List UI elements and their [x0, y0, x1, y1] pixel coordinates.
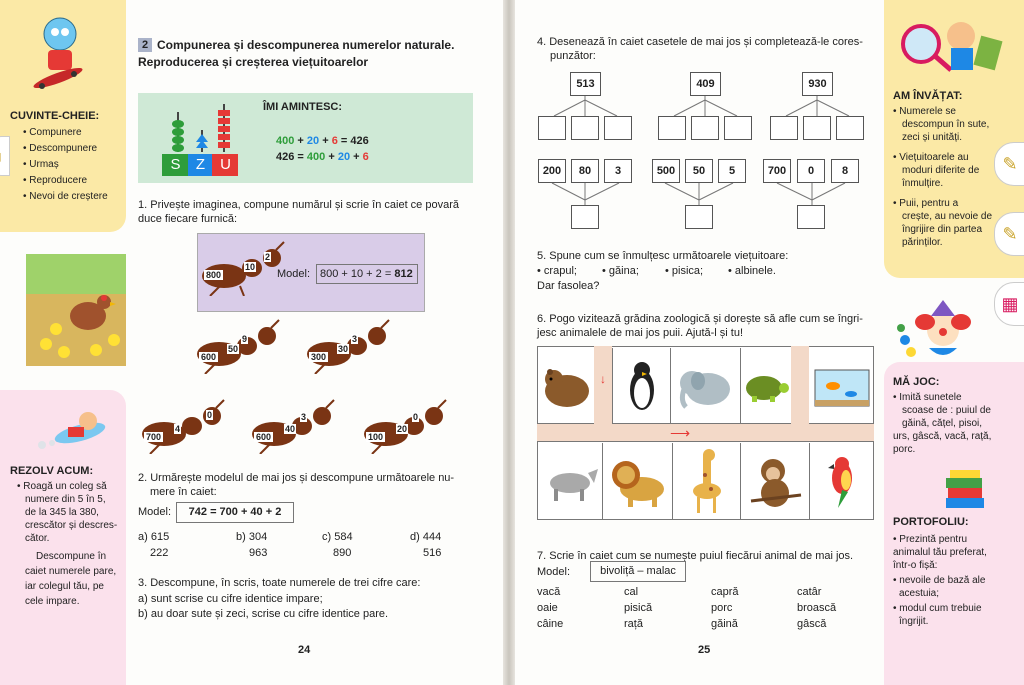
ant-load-label: 0 [207, 410, 213, 420]
word-cell: cal [624, 586, 639, 598]
solve-line: de la 345 la 380, [25, 507, 99, 518]
word-cell: gâscă [797, 618, 827, 630]
magnifier-character-icon [895, 10, 1005, 80]
zoo-path-vertical [791, 346, 809, 424]
page-number: 25 [698, 644, 711, 656]
ant-load-label: 20 [397, 424, 408, 434]
portfolio-line: • Prezintă pentru [893, 534, 968, 545]
exercise-2-item: 516 [423, 547, 442, 559]
ant-load-label: 2 [265, 252, 271, 262]
lesson-subtitle: Reproducerea și creșterea viețuitoarelor [138, 55, 369, 69]
learned-item: • Viețuitoarele au [893, 152, 969, 163]
keyword-item: • Urmaș [23, 159, 59, 170]
giraffe-icon [672, 443, 740, 519]
exercise-2-item: d) 444 [410, 531, 442, 543]
lion-icon [602, 443, 672, 519]
solve-line: iar colegul tău, pe [25, 581, 104, 592]
portfolio-line: îngrijit. [899, 616, 929, 627]
blank-box [836, 116, 864, 140]
pencil-icon[interactable]: ✎ [994, 142, 1024, 186]
solve-line: • Roagă un coleg să [17, 481, 107, 492]
bear-icon [539, 348, 594, 423]
ant-load-label: 100 [368, 432, 384, 442]
learned-title: AM ÎNVĂȚAT: [893, 90, 963, 102]
part-number-box: 5 [718, 159, 746, 183]
exercise-5-item: • crapul; [537, 265, 577, 277]
blank-box [803, 116, 831, 140]
part-number-box: 0 [797, 159, 825, 183]
exercise-2-item: 890 [333, 547, 352, 559]
remember-line-2: 426 = 400 + 20 + 6 [276, 151, 369, 163]
lesson-title: Compunerea și descompunerea numerelor naturale. [157, 38, 455, 52]
part-number-box: 8 [831, 159, 859, 183]
book-spine [503, 0, 515, 685]
solve-line: cător. [25, 533, 50, 544]
word-cell: câine [537, 618, 564, 630]
ant-4 [250, 398, 340, 459]
part-number-box: 80 [571, 159, 599, 183]
ant-5 [362, 398, 452, 459]
ant-3 [140, 398, 230, 459]
exercise-7-model: bivoliță – malac [590, 561, 686, 582]
pencil-icon[interactable]: ✎ [994, 212, 1024, 256]
word-cell: pisică [624, 602, 653, 614]
part-number-box: 200 [538, 159, 566, 183]
learned-item: înmulțire. [902, 178, 944, 189]
remember-heading: ÎMI AMINTESC: [263, 101, 343, 113]
learned-item: părinților. [902, 237, 943, 248]
exercise-2-item: b) 304 [236, 531, 268, 543]
part-number-box: 3 [604, 159, 632, 183]
exercise-2-item: 222 [150, 547, 169, 559]
ant-load-label: 50 [228, 344, 239, 354]
top-number-box: 513 [570, 72, 601, 96]
learned-item: moduri diferite de [902, 165, 980, 176]
ant-load-label: 9 [242, 334, 248, 344]
exercise-5-text: 5. Spune cum se înmulțesc următoarele viețuitoare: [537, 250, 789, 262]
parrot-icon [809, 443, 874, 519]
robot-skateboard-icon [28, 12, 90, 92]
blank-box [571, 116, 599, 140]
exercise-3-text: b) au doar sute și zeci, scrise cu cifre identice pare. [138, 608, 389, 620]
play-line: urs, gâscă, vacă, rață, [893, 431, 992, 442]
exercise-1-text: 1. Privește imaginea, compune numărul și scrie în caiet ce povară [138, 199, 459, 211]
portfolio-line: • modul cum trebuie [893, 603, 982, 614]
ant-2 [305, 318, 395, 379]
solve-line: cele impare. [25, 596, 80, 607]
exercise-2-item: c) 584 [322, 531, 353, 543]
portfolio-line: într-o fișă: [893, 560, 938, 571]
keywords-title: CUVINTE-CHEIE: [10, 110, 100, 122]
model-label: Model: [277, 268, 311, 280]
ant-load-label: 600 [201, 352, 217, 362]
lesson-number-badge: 2 [138, 38, 152, 52]
word-cell: porc [711, 602, 733, 614]
flying-character-icon [30, 405, 110, 455]
learned-item: zeci și unități. [902, 132, 963, 143]
part-number-box: 500 [652, 159, 680, 183]
ant-load-label: 3 [352, 334, 358, 344]
ant-load-label: 3 [301, 412, 307, 422]
word-cell: rață [624, 618, 643, 630]
blank-box [770, 116, 798, 140]
exercise-2-item: 963 [249, 547, 268, 559]
learned-item: descompun în sute, [902, 119, 990, 130]
keyword-item: • Descompunere [23, 143, 98, 154]
arrow-right-icon: ⟶ [670, 425, 691, 441]
exercise-6-text: 6. Pogo vizitează grădina zoologică și dorește să afle cum se îngri- [537, 313, 863, 325]
top-number-box: 409 [690, 72, 721, 96]
monkey-icon [740, 443, 809, 519]
elephant-icon [670, 348, 740, 423]
portfolio-line: animalul tău preferat, [893, 547, 987, 558]
model-expression: 800 + 10 + 2 = 812 [316, 264, 418, 284]
abacus-letters: S Z U [170, 156, 231, 173]
blank-box [658, 116, 686, 140]
exercise-3-text: a) sunt scrise cu cifre identice impare; [138, 593, 323, 605]
clown-icon [895, 300, 985, 362]
blank-box [691, 116, 719, 140]
play-line: porc. [893, 444, 916, 455]
page-number: 24 [298, 644, 311, 656]
ant-load-label: 300 [311, 352, 327, 362]
exercise-2-item: a) 615 [138, 531, 170, 543]
exercise-7-text: 7. Scrie în caiet cum se numește puiul fiecărui animal de mai jos. [537, 550, 854, 562]
exercise-2-model: 742 = 700 + 40 + 2 [176, 502, 294, 523]
turtle-icon [740, 348, 791, 423]
ant-load-label: 40 [285, 424, 296, 434]
ant-1 [195, 318, 285, 379]
exercise-2-text: mere în caiet: [150, 486, 217, 498]
ant-load-label: 600 [256, 432, 272, 442]
solve-now-title: REZOLV ACUM: [10, 465, 94, 477]
exercise-2-text: 2. Urmărește modelul de mai jos și descompune următoarele nu- [138, 472, 455, 484]
learned-item: • Numerele se [893, 106, 956, 117]
solve-line: caiet numerele pare, [25, 566, 117, 577]
blank-box [571, 205, 599, 229]
part-number-box: 700 [763, 159, 791, 183]
keyword-item: • Reproducere [23, 175, 88, 186]
remember-line-1: 400 + 20 + 6 = 426 [276, 135, 369, 147]
wolf-icon [539, 443, 602, 519]
ant-load-label: 30 [338, 344, 349, 354]
hen-chicks-illustration [26, 254, 126, 366]
solve-line: numere din 5 în 5, [25, 494, 106, 505]
word-cell: catâr [797, 586, 822, 598]
blank-box [685, 205, 713, 229]
blank-box [797, 205, 825, 229]
learned-item: îngrijire din partea [902, 224, 983, 235]
word-cell: oaie [537, 602, 558, 614]
word-cell: broască [797, 602, 837, 614]
penguin-icon [612, 348, 670, 423]
ant-load-label: 800 [206, 270, 222, 280]
keyword-item: • Compunere [23, 127, 82, 138]
exercise-4-text: punzător: [550, 50, 596, 62]
blank-box [604, 116, 632, 140]
exercise-2-model-label: Model: [138, 506, 172, 518]
word-cell: capră [711, 586, 739, 598]
solve-line: crescător și descres- [25, 520, 118, 531]
arrow-down-icon: ↓ [600, 372, 606, 386]
exercise-1-text: duce fiecare furnică: [138, 213, 238, 225]
exercise-5-text: Dar fasolea? [537, 280, 600, 292]
solve-line: Descompune în [36, 551, 107, 562]
play-title: MĂ JOC: [893, 376, 940, 388]
word-cell: găină [711, 618, 738, 630]
blank-box [724, 116, 752, 140]
play-line: găină, cățel, pisoi, [902, 418, 983, 429]
exercise-5-item: • găina; [602, 265, 639, 277]
learned-item: • Puii, pentru a [893, 198, 959, 209]
portfolio-title: PORTOFOLIU: [893, 516, 969, 528]
ant-load-label: 700 [146, 432, 162, 442]
blank-box [538, 116, 566, 140]
play-line: • Imită sunetele [893, 392, 962, 403]
ant-load-label: 4 [175, 424, 181, 434]
portfolio-line: acestuia; [899, 588, 940, 599]
exercise-4-text: 4. Desenează în caiet casetele de mai jos și completează-le cores- [537, 36, 863, 48]
part-number-box: 50 [685, 159, 713, 183]
portfolio-line: • nevoile de bază ale [893, 575, 986, 586]
top-number-box: 930 [802, 72, 833, 96]
keyword-item: • Nevoi de creștere [23, 191, 108, 202]
exercise-7-model-label: Model: [537, 566, 571, 578]
film-icon[interactable]: ▦ [994, 282, 1024, 326]
books-icon [944, 468, 986, 510]
zoo-path [537, 423, 874, 442]
fish-aquarium-icon [809, 348, 874, 423]
left-edge-tab[interactable] [0, 136, 10, 176]
word-cell: vacă [537, 586, 561, 598]
exercise-6-text: jesc animalele de mai jos puii. Ajută-l și tu! [537, 327, 744, 339]
exercise-5-item: • pisica; [665, 265, 704, 277]
ant-load-label: 10 [245, 262, 256, 272]
exercise-5-item: • albinele. [728, 265, 776, 277]
play-line: scoase de : puiul de [902, 405, 991, 416]
learned-item: crește, au nevoie de [902, 211, 993, 222]
ant-load-label: 0 [413, 412, 419, 422]
exercise-3-text: 3. Descompune, în scris, toate numerele de trei cifre care: [138, 577, 421, 589]
